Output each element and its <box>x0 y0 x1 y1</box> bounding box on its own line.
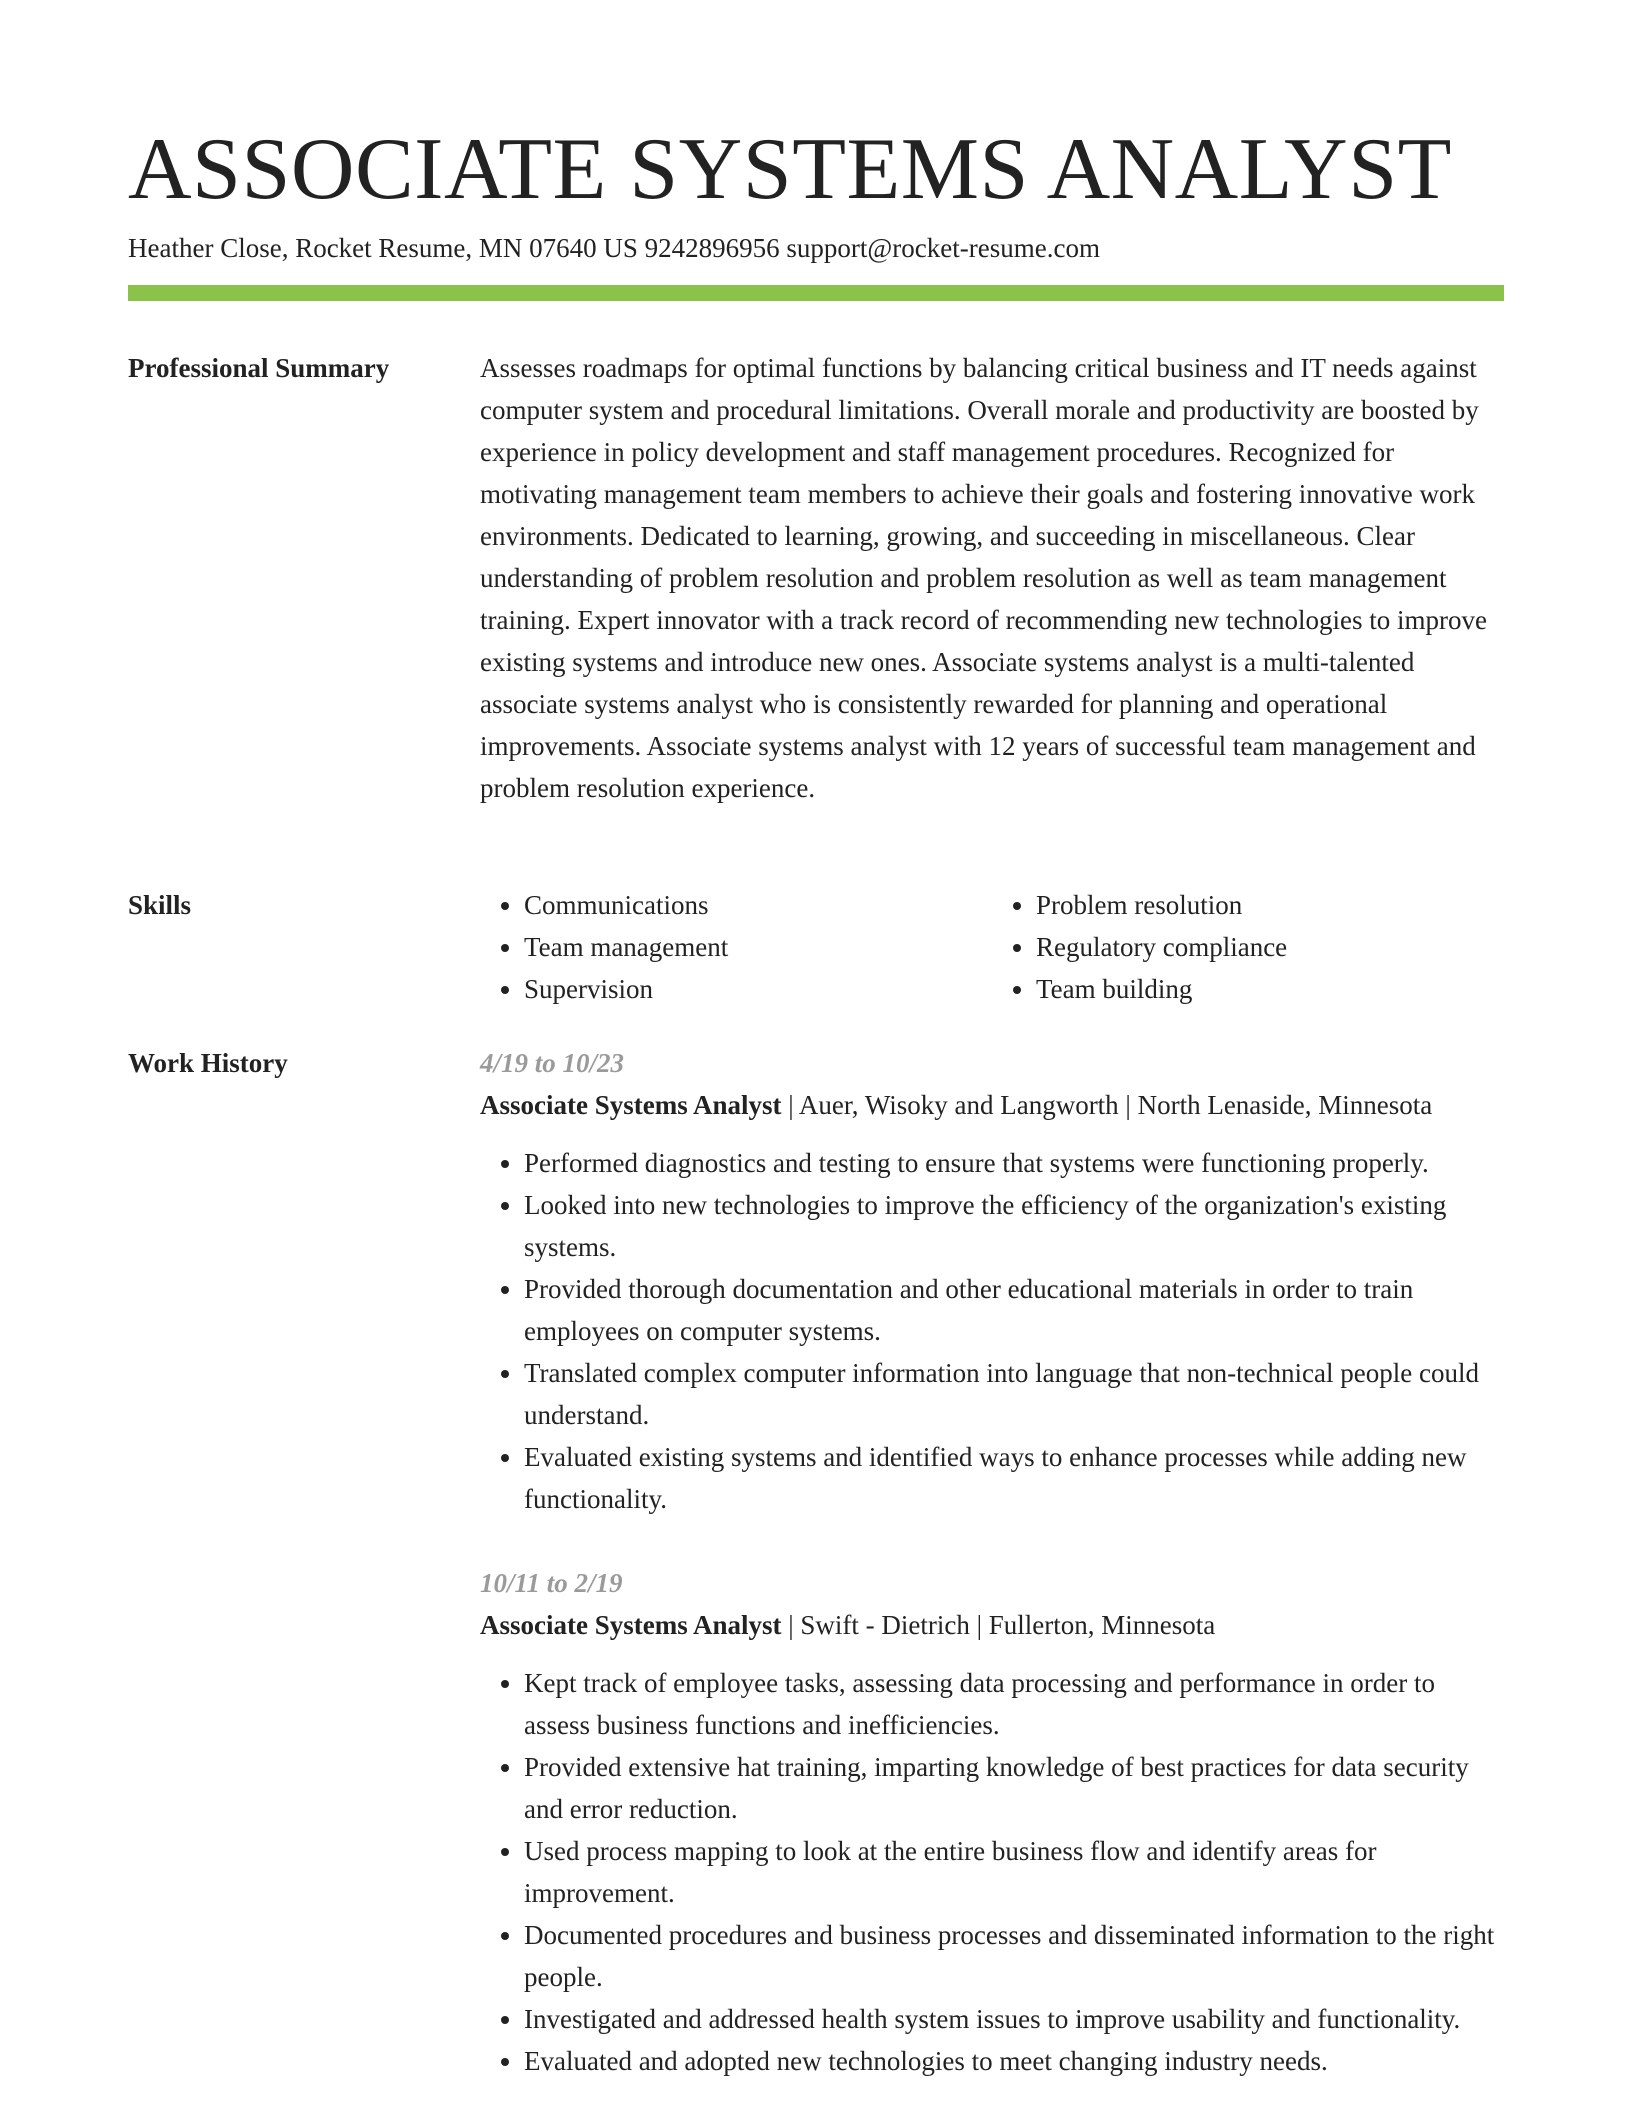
job-bullet: • Provided extensive hat training, imparting knowledge of best practices for data security and error reduction. <box>524 1746 1504 1830</box>
resume-title: ASSOCIATE SYSTEMS ANALYST <box>128 121 1452 218</box>
job-heading <box>480 1084 1504 1126</box>
summary-text: Assesses roadmaps for optimal functions by balancing critical business and IT needs against computer system and procedural limitations. Overall morale and productivity are boosted by experience in policy development and staff management procedures. Recognized for motivating management team members to achieve their goals and fostering innovative work environments. Dedicated to learning, growing, and succeeding in miscellaneous. Clear understanding of problem resolution and problem resolution as well as team management training. Expert innovator with a track record of recommending new technologies to improve existing systems and introduce new ones. Associate systems analyst is a multi-talented associate systems analyst who is consistently rewarded for planning and operational improvements. Associate systems analyst with 12 years of successful team management and problem resolution experience. <box>480 353 1487 803</box>
job-bullet: • Provided thorough documentation and other educational materials in order to train employees on computer systems. <box>524 1268 1504 1352</box>
job-heading <box>480 1604 1504 1646</box>
skill-item: • Problem resolution <box>1036 884 1504 926</box>
contact-line: Heather Close, Rocket Resume, MN 07640 US 9242896956 support@rocket-resume.com <box>128 233 1100 263</box>
skill-item: • Team building <box>1036 968 1504 1010</box>
skill-item: • Regulatory compliance <box>1036 926 1504 968</box>
skill-item: • Supervision <box>524 968 992 1010</box>
job-bullet: • Kept track of employee tasks, assessing data processing and performance in order to assess business functions and inefficiencies. <box>524 1662 1504 1746</box>
job-bullet: • Evaluated existing systems and identified ways to enhance processes while adding new functionality. <box>524 1436 1504 1520</box>
work-history-body <box>480 1042 1504 2124</box>
job-bullet: • Documented procedures and business processes and disseminated information to the right people. <box>524 1914 1504 1998</box>
job-title: Associate Systems Analyst <box>480 1610 782 1640</box>
skills-column-left <box>480 884 992 1010</box>
job-bullet: • Evaluated and adopted new technologies to meet changing industry needs. <box>524 2040 1504 2082</box>
job-details: | Swift - Dietrich | Fullerton, Minnesota <box>781 1610 1216 1640</box>
job-entry <box>480 1042 1504 1520</box>
job-title: Associate Systems Analyst <box>480 1090 782 1120</box>
skills-grid <box>480 884 1504 1010</box>
summary-label: Professional Summary <box>128 353 390 383</box>
job-bullet: • Translated complex computer information into language that non-technical people could understand. <box>524 1352 1504 1436</box>
job-bullet: • Looked into new technologies to improve the efficiency of the organization's existing systems. <box>524 1184 1504 1268</box>
job-bullets <box>480 1662 1504 2082</box>
job-dates: 10/11 to 2/19 <box>480 1568 623 1598</box>
job-bullets <box>480 1142 1504 1520</box>
job-bullet: • Investigated and addressed health system issues to improve usability and functionality. <box>524 1998 1504 2040</box>
skill-item: • Communications <box>524 884 992 926</box>
summary-body <box>480 347 1504 809</box>
job-bullet: • Used process mapping to look at the entire business flow and identify areas for improvement. <box>524 1830 1504 1914</box>
skills-column-right <box>992 884 1504 1010</box>
skills-body <box>480 884 1504 1010</box>
job-entry <box>480 1562 1504 2082</box>
job-dates: 4/19 to 10/23 <box>480 1048 625 1078</box>
job-bullet: • Performed diagnostics and testing to ensure that systems were functioning properly. <box>524 1142 1504 1184</box>
work-history-label: Work History <box>128 1048 288 1078</box>
job-details: | Auer, Wisoky and Langworth | North Lenaside, Minnesota <box>781 1090 1433 1120</box>
skill-item: • Team management <box>524 926 992 968</box>
skills-label: Skills <box>128 890 192 920</box>
header-divider <box>128 285 1504 301</box>
